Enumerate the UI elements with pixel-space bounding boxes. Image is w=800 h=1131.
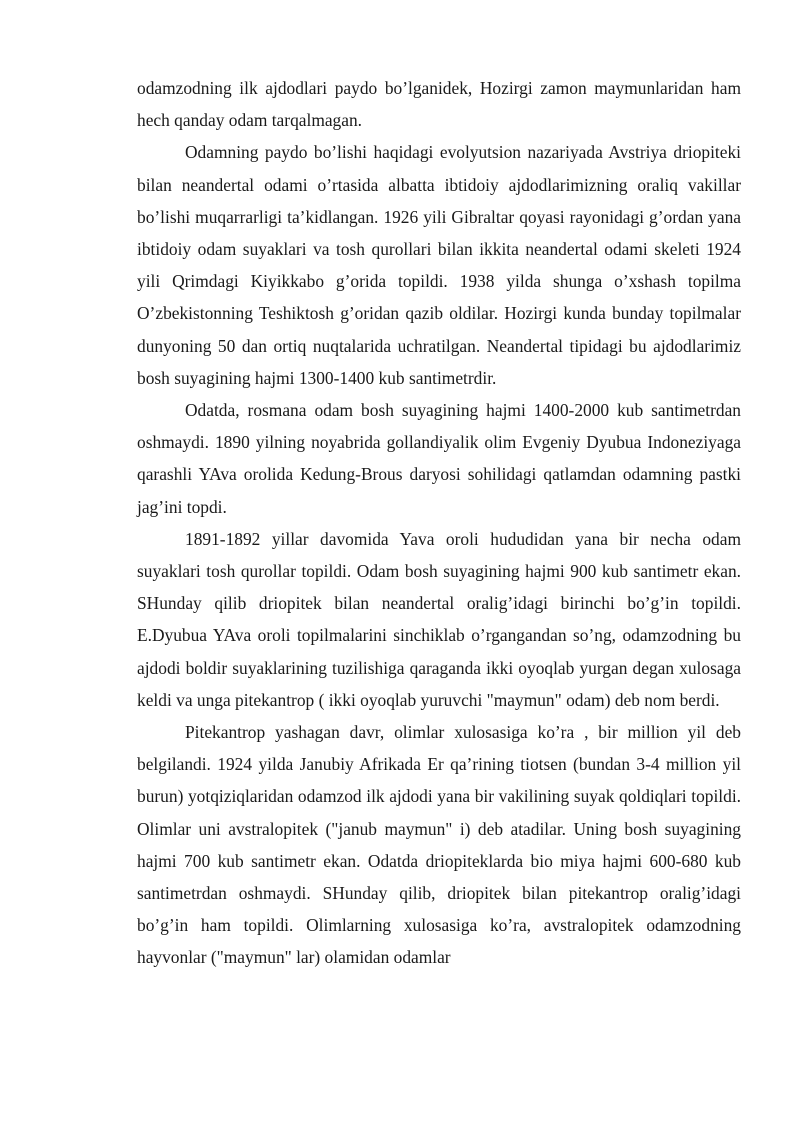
paragraph-evolution-theory: Odamning paydo bo’lishi haqidagi evolyutsion nazariyada Avstriya driopiteki bilan neandertal odami o’rtasida albatta ibtidoiy ajdodlarimizning oraliq vakillar bo’lishi muqarrarligi ta’kidlangan. 1926 yili Gibraltar qoyasi rayonidagi g’ordan yana ibtidoiy odam suyaklari va tosh qurollari bilan ikkita neandertal odami skeleti 1924 yili Qrimdagi Kiyikkabo g’orida topildi. 1938 yilda shunga o’xshash topilma O’zbekistonning Teshiktosh g’oridan qazib oldilar. Hozirgi kunda bunday topilmalar dunyoning 50 dan ortiq nuqtalarida uchratilgan. Neandertal tipidagi bu ajdodlarimiz bosh suyagining hajmi 1300-1400 kub santimetrdir. [137, 142, 741, 388]
paragraph-java-finds: 1891-1892 yillar davomida Yava oroli hududidan yana bir necha odam suyaklari tosh qurollar topildi. Odam bosh suyagining hajmi 900 kub santimetr ekan. SHunday qilib driopitek bilan neandertal oralig’idagi birinchi bo’g’in topildi. E.Dyubua YAva oroli topilmalarini sinchiklab o’rgangandan so’ng, odamzodning bu ajdodi boldir suyaklarining tuzilishiga qaraganda ikki oyoqlab yurgan degan xulosaga keldi va unga pitekantrop ( ikki oyoqlab yuruvchi "maymun" odam) deb nom berdi. [137, 528, 741, 710]
paragraph-continuation: odamzodning ilk ajdodlari paydo bo’lganidek, Hozirgi zamon maymunlaridan ham hech qanday odam tarqalmagan. [137, 78, 741, 131]
document-page [137, 72, 741, 974]
paragraph-skull-volume: Odatda, rosmana odam bosh suyagining hajmi 1400-2000 kub santimetrdan oshmaydi. 1890 yilning noyabrida gollandiyalik olim Evgeniy Dyubua Indoneziyaga qarashli YAva orolida Kedung-Brous daryosi sohilidagi qatlamdan odamning pastki jag’ini topdi. [137, 400, 741, 517]
paragraph-australopithecus: Pitekantrop yashagan davr, olimlar xulosasiga ko’ra , bir million yil deb belgilandi. 1924 yilda Janubiy Afrikada Er qa’rining tiotsen (bundan 3-4 million yil burun) yotqiziqlaridan odamzod ilk ajdodi yana bir vakilining suyak qoldiqlari topildi. Olimlar uni avstralopitek ("janub maymun" i) deb atadilar. Uning bosh suyagining hajmi 700 kub santimetr ekan. Odatda driopiteklarda bio miya hajmi 600-680 kub santimetrdan oshmaydi. SHunday qilib, driopitek bilan pitekantrop oralig’idagi bo’g’in ham topildi. Olimlarning xulosasiga ko’ra, avstralopitek odamzodning hayvonlar ("maymun" lar) olamidan odamlar [137, 722, 741, 968]
